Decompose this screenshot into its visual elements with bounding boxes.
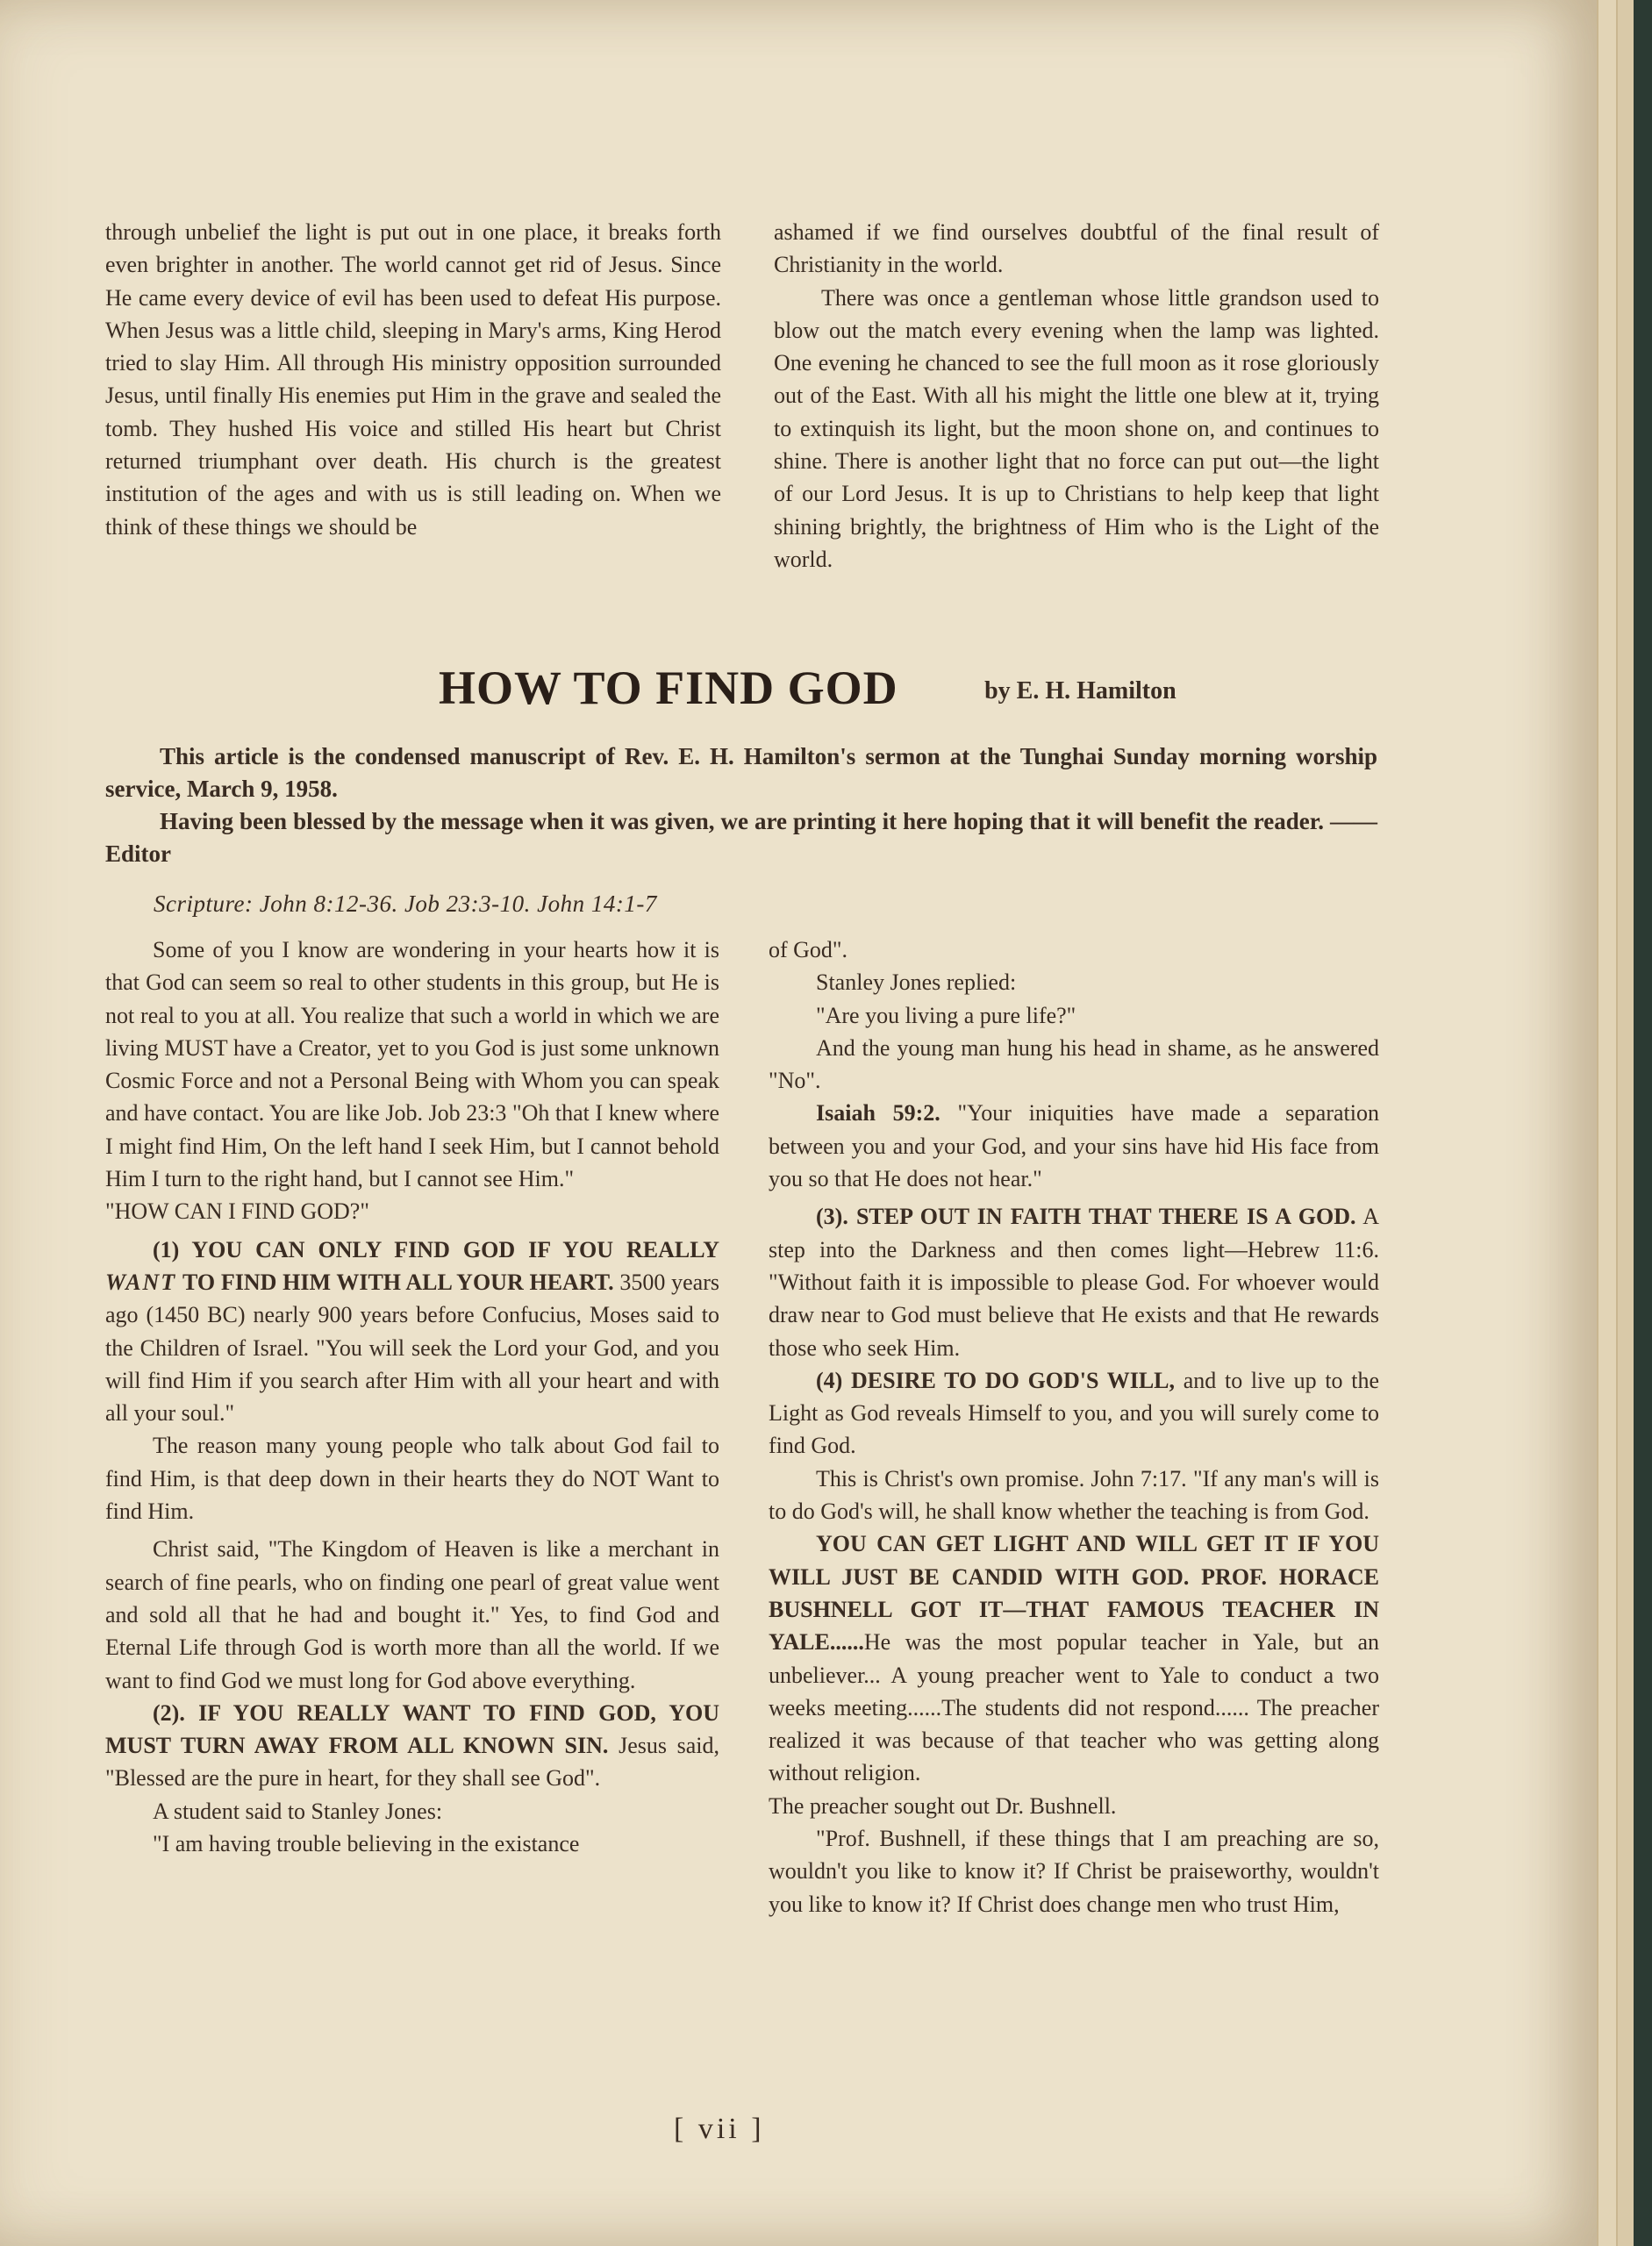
top-right-column	[774, 216, 1379, 576]
right-column	[769, 933, 1379, 1921]
paragraph: This is Christ's own promise. John 7:17. "If any man's will is to do God's will, he shall know whether the teaching is from God.	[769, 1465, 1379, 1525]
paragraph: through unbelief the light is put out in one place, it breaks forth even brighter in another. The world cannot get rid of Jesus. Since He came every device of evil has been used to defeat His purpose. When Jesus was a little child, sleeping in Mary's arms, King Herod tried to slay Him. All through His ministry opposition surrounded Jesus, until finally His enemies put Him in the grave and sealed the tomb. They hushed His voice and stilled His heart but Christ returned triumphant over death. His church is the greatest institution of the ages and with us is still leading on. When we think of these things we should be	[105, 219, 721, 540]
paragraph: Stanley Jones replied:	[816, 969, 1017, 996]
top-left-column	[105, 216, 721, 543]
paragraph: The preacher sought out Dr. Bushnell.	[769, 1792, 1117, 1819]
article-byline: by E. H. Hamilton	[984, 677, 1176, 705]
paragraph: The reason many young people who talk about God fail to find Him, is that deep down in their hearts they do NOT Want to find Him.	[105, 1433, 719, 1525]
scripture-reference: Scripture: John 8:12-36. Job 23:3-10. John 14:1-7	[154, 891, 657, 917]
paragraph: There was once a gentleman whose little grandson used to blow out the match every evening when the lamp was lighted. One evening he chanced to see the full moon as it rose gloriously out of the East. With all his might the little one blew at it, trying to extinquish its light, but the moon shone on, and continues to shine. There is another light that no force can put out—the light of our Lord Jesus. It is up to Christians to help keep that light shining brightly, the brightness of Him who is the Light of the world.	[774, 284, 1379, 572]
article-header	[439, 662, 1404, 714]
section-heading: (3). STEP OUT IN FAITH THAT THERE IS A GOD. A step into the Darkness and then comes light—Hebrew 11:6. "Without faith it is impossible to please God. For whoever would draw near to God must believe that He exists and that He rewards those who seek Him.	[769, 1204, 1379, 1361]
page-number: [ vii ]	[674, 2113, 765, 2145]
page-edge	[1616, 0, 1634, 2246]
paragraph: "Are you living a pure life?"	[816, 1002, 1076, 1028]
paragraph: Some of you I know are wondering in your hearts how it is that God can seem so real to other students in this group, but He is not real to you at all. You realize that such a world in which we are living MUST have a Creator, yet to you God is just some unknown Cosmic Force and not a Personal Being with Whom you can speak and have contact. You are like Job. Job 23:3 "Oh that I knew where I might find Him, On the left hand I seek Him, but I cannot behold Him I turn to the right hand, but I cannot see Him."	[105, 937, 719, 1192]
paragraph: of God".	[769, 937, 848, 962]
article-title: HOW TO FIND GOD	[439, 662, 898, 714]
paragraph: "HOW CAN I FIND GOD?"	[105, 1198, 369, 1225]
page-edge	[1597, 0, 1618, 2246]
editor-note: This article is the condensed manuscript of Rev. E. H. Hamilton's sermon at the Tunghai Sunday morning worship service, March 9, 1958.	[105, 743, 1377, 802]
section-heading: (1) YOU CAN ONLY FIND GOD IF YOU REALLY WANT TO FIND HIM WITH ALL YOUR HEART. 3500 years ago (1450 BC) nearly 900 years before Confucius, Moses said to the Children of Israel. "You will seek the Lord your God, and you will find Him if you search after Him with all your heart and with all your soul."	[105, 1236, 719, 1427]
editor-note: Having been blessed by the message when it was given, we are printing it here hoping that it will benefit the reader. ——Editor	[105, 808, 1377, 867]
paragraph: Christ said, "The Kingdom of Heaven is like a merchant in search of fine pearls, who on finding one pearl of great value went and sold all that he had and bought it." Yes, to find God and Eternal Life through God is worth more than all the world. If we want to find God we must long for God above everything.	[105, 1536, 719, 1693]
paragraph: ashamed if we find ourselves doubtful of the final result of Christianity in the world.	[774, 219, 1379, 278]
paragraph: Isaiah 59:2. "Your iniquities have made a separation between you and your God, and your sins have hid His face from you so that He does not hear."	[769, 1100, 1379, 1192]
section-heading: (2). IF YOU REALLY WANT TO FIND GOD, YOU MUST TURN AWAY FROM ALL KNOWN SIN. Jesus said, "Blessed are the pure in heart, for they shall see God".	[105, 1699, 720, 1792]
paragraph: "I am having trouble believing in the existance	[153, 1831, 580, 1857]
paragraph: And the young man hung his head in shame, as he answered "No".	[769, 1034, 1379, 1094]
section-heading: (4) DESIRE TO DO GOD'S WILL, and to live up to the Light as God reveals Himself to you, and you will surely come to find God.	[769, 1367, 1380, 1459]
paragraph: A student said to Stanley Jones:	[153, 1798, 443, 1824]
paragraph: "Prof. Bushnell, if these things that I am preaching are so, wouldn't you like to know it? If Christ be praiseworthy, wouldn't you like to know it? If Christ does change men who trust Him,	[769, 1826, 1379, 1917]
section-heading: YOU CAN GET LIGHT AND WILL GET IT IF YOU WILL JUST BE CANDID WITH GOD. PROF. HORACE BUSHNELL GOT IT—THAT FAMOUS TEACHER IN YALE......He was the most popular teacher in Yale, but an unbeliever... A young preacher went to Yale to conduct a two weeks meeting......The students did not respond...... The preacher realized it was because of that teacher who was getting along without religion.	[769, 1531, 1379, 1786]
left-column	[105, 933, 719, 1860]
